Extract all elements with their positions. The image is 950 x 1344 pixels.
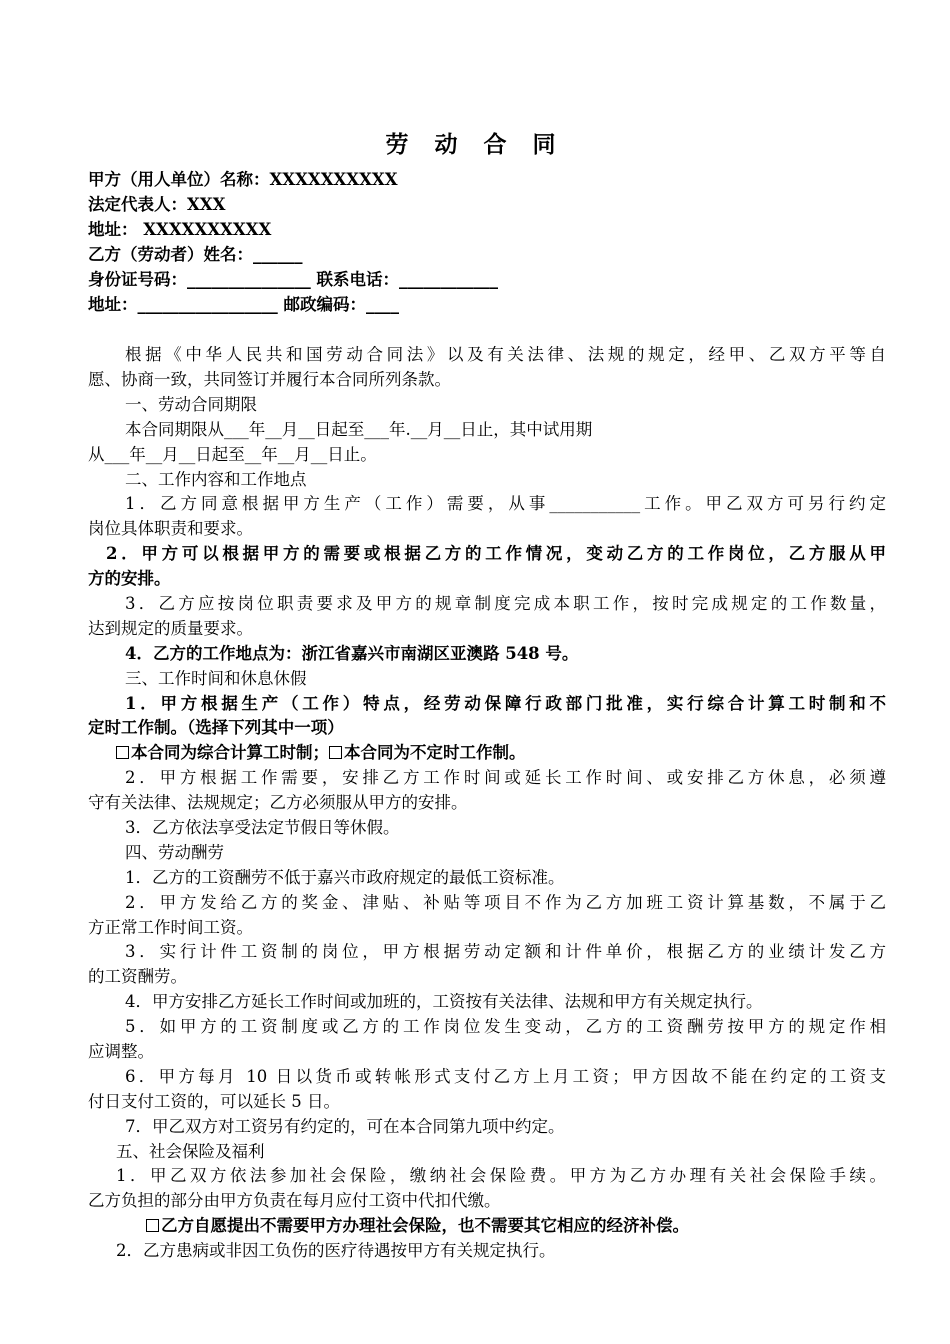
- section-3-options: [116, 741, 886, 765]
- section-2-item-3-line-2: 达到规定的质量要求。: [88, 619, 253, 638]
- checkbox-flexible-hours[interactable]: [329, 746, 342, 759]
- checkbox-comprehensive-hours[interactable]: [116, 746, 129, 759]
- section-2-item-1-line-1: 1．乙方同意根据甲方生产（工作）需要，从事___________工作。甲乙双方可另行约定: [125, 494, 886, 513]
- section-4-item-6-line-2: 付日支付工资的，可以延长 5 日。: [88, 1092, 340, 1111]
- section-3-item-2-line-1: 2．甲方根据工作需要，安排乙方工作时间或延长工作时间、或安排乙方休息，必须遵: [125, 768, 886, 787]
- section-4-item-3-line-2: 的工资酬劳。: [88, 967, 187, 986]
- section-3-item-1-line-1: 1．甲方根据生产（工作）特点，经劳动保障行政部门批准，实行综合计算工时制和不: [125, 694, 886, 713]
- checkbox-opt-out-insurance[interactable]: [146, 1219, 159, 1232]
- section-4-item-2-line-1: 2．甲方发给乙方的奖金、津贴、补贴等项目不作为乙方加班工资计算基数，不属于乙: [125, 893, 886, 912]
- option-comprehensive-hours-label: 本合同为综合计算工时制；: [131, 743, 329, 762]
- section-5-heading: 五、社会保险及福利: [116, 1142, 265, 1161]
- employee-address-line: 地址：_________________ 邮政编码：____: [88, 295, 399, 314]
- section-4-item-4: 4．甲方安排乙方延长工作时间或加班的，工资按有关法律、法规和甲方有关规定执行。: [125, 992, 763, 1011]
- section-3-heading: 三、工作时间和休息休假: [125, 669, 307, 688]
- section-5-item-2: 2．乙方患病或非因工负伤的医疗待遇按甲方有关规定执行。: [116, 1241, 556, 1260]
- section-3-item-2-line-2: 守有关法律、法规规定；乙方必须服从甲方的安排。: [88, 793, 468, 812]
- section-4-item-7: 7．甲乙双方对工资另有约定的，可在本合同第九项中约定。: [125, 1117, 565, 1136]
- legal-rep-line: 法定代表人：XXX: [88, 195, 226, 214]
- employer-address-line: 地址： XXXXXXXXXX: [88, 220, 272, 239]
- option-opt-out-insurance-label: 乙方自愿提出不需要甲方办理社会保险，也不需要其它相应的经济补偿。: [161, 1216, 689, 1235]
- id-phone-line: 身份证号码：_______________ 联系电话：____________: [88, 270, 498, 289]
- section-2-item-1-line-2: 岗位具体职责和要求。: [88, 519, 253, 538]
- section-4-item-5-line-2: 应调整。: [88, 1042, 154, 1061]
- section-5-option: [146, 1214, 886, 1238]
- section-4-item-1: 1．乙方的工资酬劳不低于嘉兴市政府规定的最低工资标准。: [125, 868, 565, 887]
- section-4-item-3-line-1: 3．实行计件工资制的岗位，甲方根据劳动定额和计件单价，根据乙方的业绩计发乙方: [125, 942, 886, 961]
- section-4-item-6-line-1: 6．甲方每月 10 日以货币或转帐形式支付乙方上月工资；甲方因故不能在约定的工资支: [125, 1067, 886, 1086]
- section-3-item-3: 3．乙方依法享受法定节假日等休假。: [125, 818, 400, 837]
- employer-name-line: 甲方（用人单位）名称：XXXXXXXXXX: [88, 170, 398, 189]
- section-2-item-2-line-2: 方的安排。: [88, 569, 171, 588]
- section-2-item-2-line-1: 2．甲方可以根据甲方的需要或根据乙方的工作情况，变动乙方的工作岗位，乙方服从甲: [106, 544, 886, 563]
- option-flexible-hours-label: 本合同为不定时工作制。: [344, 743, 526, 762]
- section-3-item-1-line-2: 定时工作制。（选择下列其中一项）: [88, 718, 344, 737]
- document-title: 劳 动 合 同: [385, 132, 565, 158]
- section-2-heading: 二、工作内容和工作地点: [125, 470, 307, 489]
- section-2-item-3-line-1: 3．乙方应按岗位职责要求及甲方的规章制度完成本职工作，按时完成规定的工作数量，: [125, 594, 886, 613]
- section-1-heading: 一、劳动合同期限: [125, 395, 257, 414]
- employee-name-line: 乙方（劳动者）姓名：______: [88, 245, 303, 264]
- section-4-heading: 四、劳动酬劳: [125, 843, 224, 862]
- section-1-line-1: 本合同期限从___年__月__日起至___年.__月__日止，其中试用期: [125, 420, 593, 439]
- preamble-line-1: 根据《中华人民共和国劳动合同法》以及有关法律、法规的规定，经甲、乙双方平等自: [125, 345, 886, 364]
- section-4-item-5-line-1: 5．如甲方的工资制度或乙方的工作岗位发生变动，乙方的工资酬劳按甲方的规定作相: [125, 1017, 886, 1036]
- preamble-line-2: 愿、协商一致，共同签订并履行本合同所列条款。: [88, 370, 451, 389]
- section-5-item-1-line-2: 乙方负担的部分由甲方负责在每月应付工资中代扣代缴。: [88, 1191, 501, 1210]
- section-1-line-2: 从___年__月__日起至__年__月__日止。: [88, 445, 377, 464]
- section-5-item-1-line-1: 1．甲乙双方依法参加社会保险，缴纳社会保险费。甲方为乙方办理有关社会保险手续。: [116, 1166, 886, 1185]
- section-4-item-2-line-2: 方正常工作时间工资。: [88, 918, 253, 937]
- section-2-item-4: 4．乙方的工作地点为：浙江省嘉兴市南湖区亚澳路 548 号。: [125, 644, 579, 663]
